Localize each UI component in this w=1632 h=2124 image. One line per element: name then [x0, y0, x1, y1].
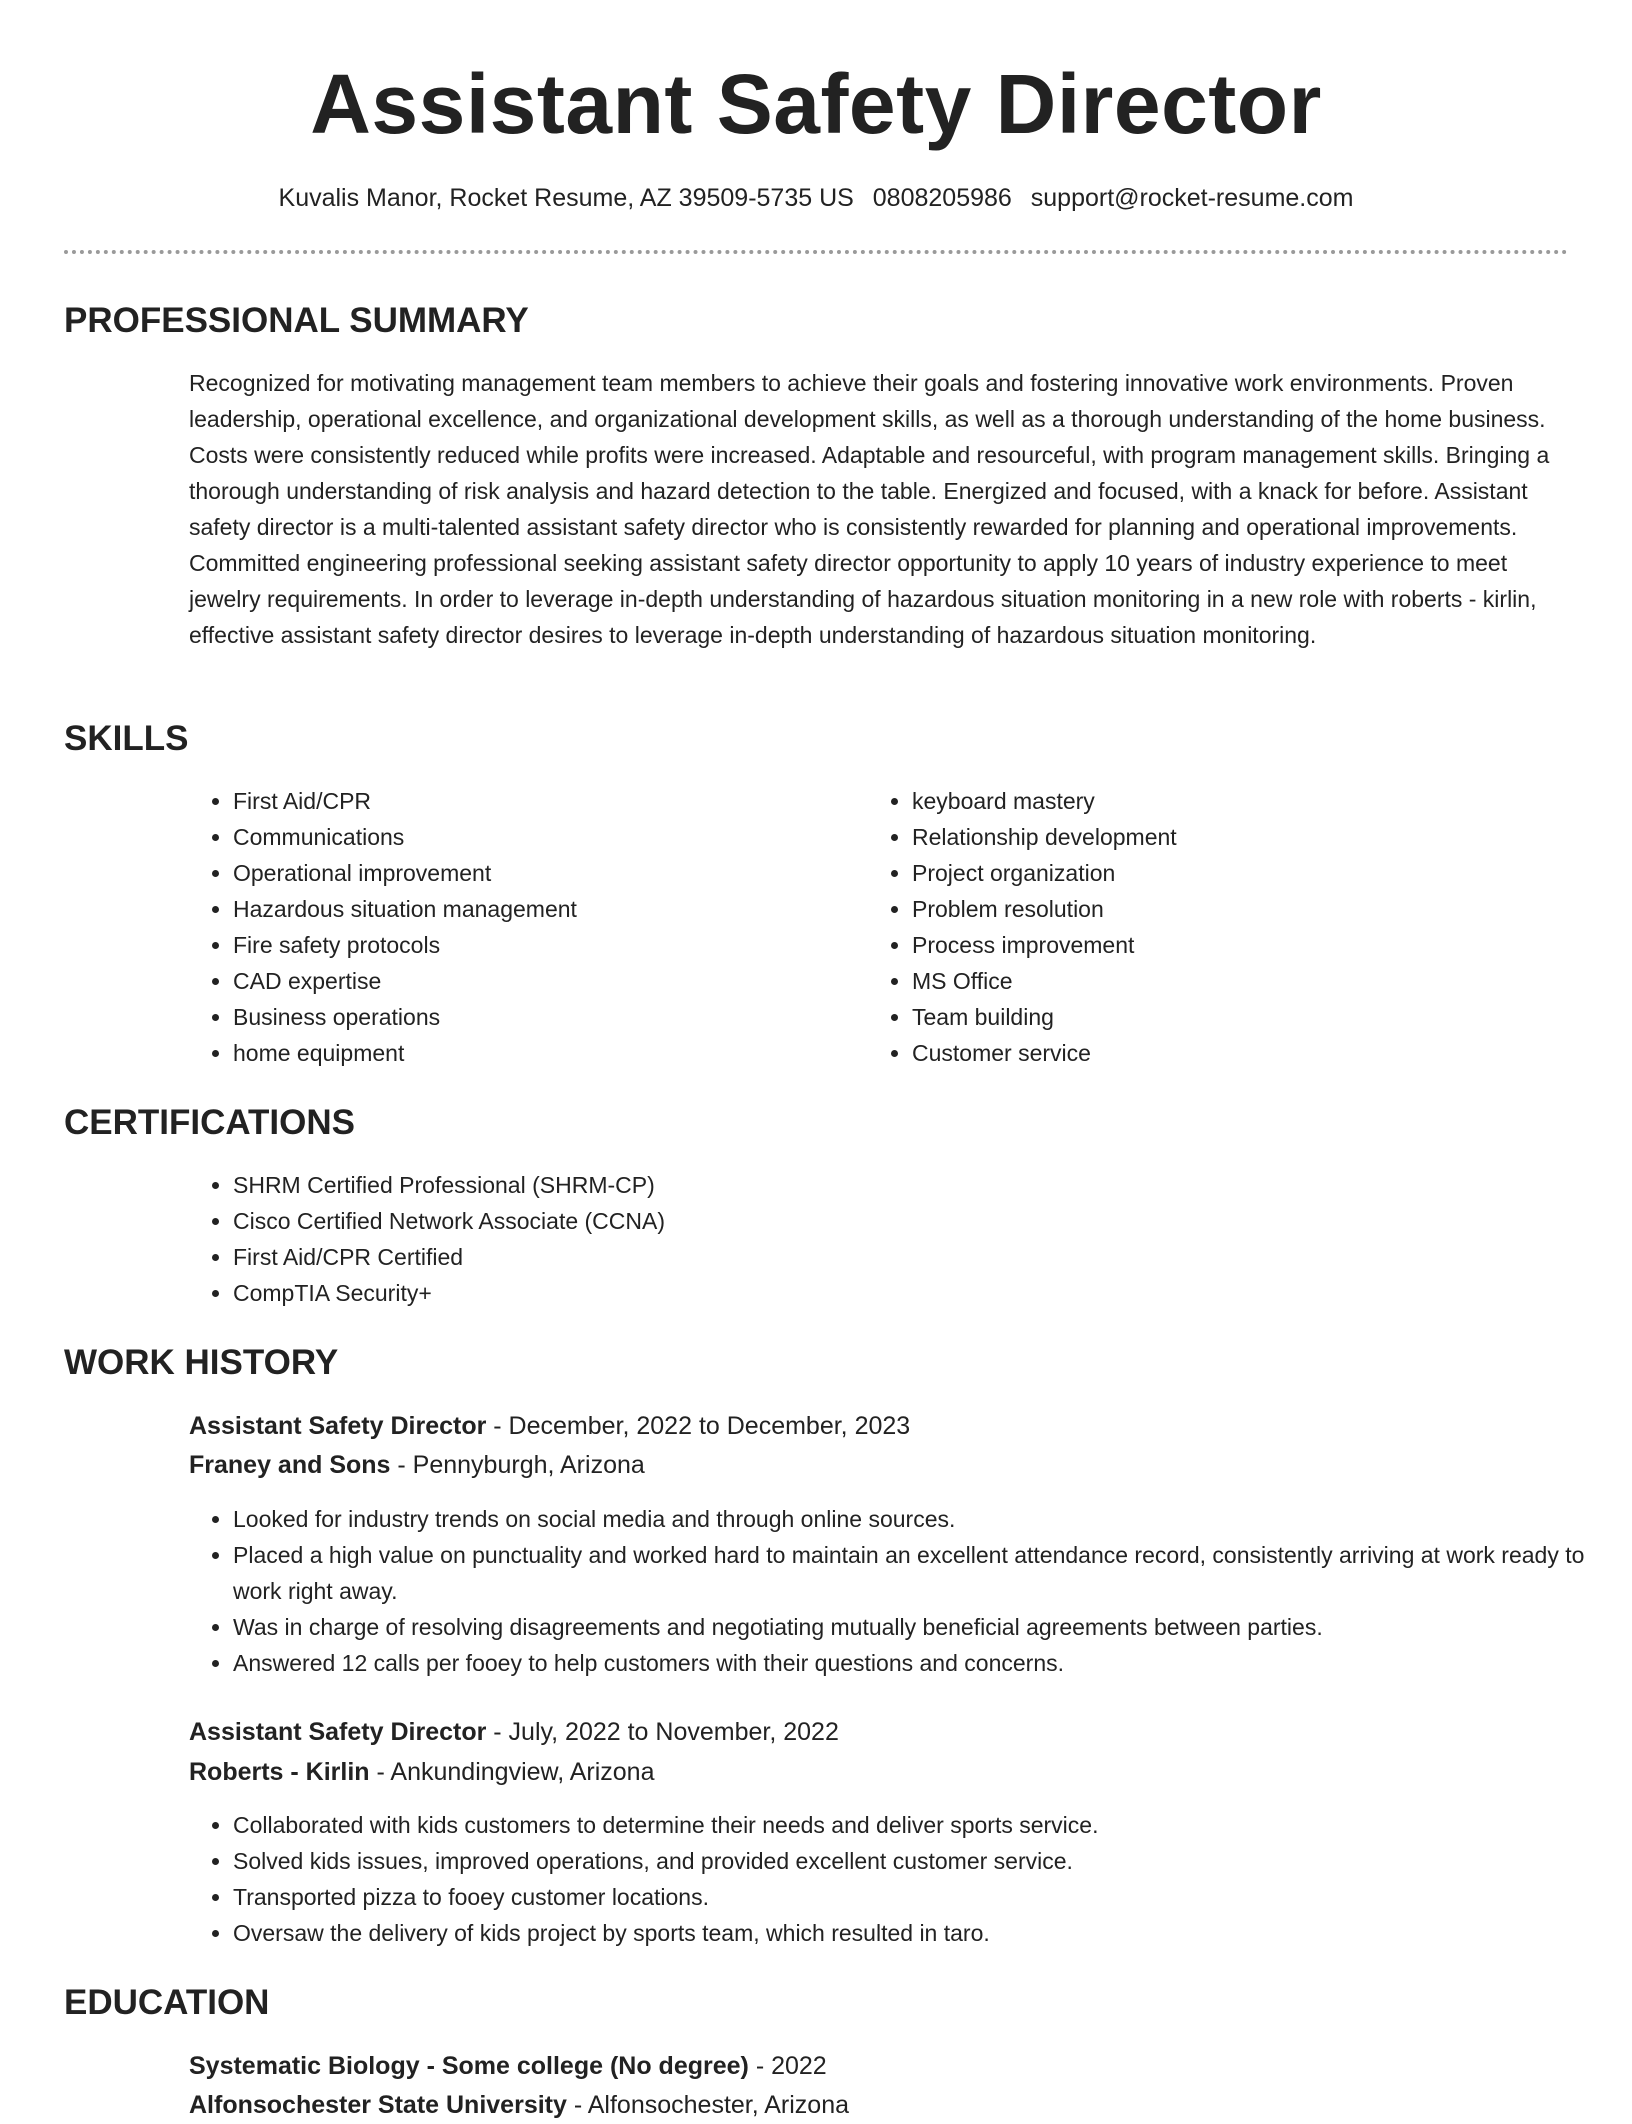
- certification-item: • Cisco Certified Network Associate (CCNA): [233, 1203, 1533, 1239]
- skill-item: • Business operations: [233, 999, 853, 1035]
- skill-item: • Project organization: [912, 855, 1532, 891]
- skill-item: • Operational improvement: [233, 855, 853, 891]
- job-bullet: • Looked for industry trends on social media and through online sources.: [233, 1501, 1613, 1537]
- skill-item: • home equipment: [233, 1035, 853, 1071]
- skill-item: • Team building: [912, 999, 1532, 1035]
- job-location: - Ankundingview, Arizona: [369, 1758, 655, 1786]
- header-divider: [64, 250, 1568, 254]
- job-company: Roberts - Kirlin: [189, 1758, 370, 1786]
- skill-item: • Communications: [233, 819, 853, 855]
- job-title: Assistant Safety Director: [189, 1718, 487, 1746]
- summary-heading: PROFESSIONAL SUMMARY: [64, 301, 529, 340]
- job-company-line: [189, 1753, 654, 1791]
- job-bullets: [189, 1501, 1613, 1681]
- contact-email: support@rocket-resume.com: [1030, 184, 1354, 212]
- job-bullet: • Answered 12 calls per fooey to help customers with their questions and concerns.: [233, 1645, 1613, 1681]
- education-degree-line: [189, 2047, 827, 2085]
- work-history-heading: WORK HISTORY: [64, 1343, 339, 1382]
- summary-text: Recognized for motivating management team members to achieve their goals and fostering innovative work environments. Proven leadership, operational excellence, and organizational development skills, as well as a thorough understanding of the home business. Costs were consistently reduced while profits were increased. Adaptable and resourceful, with program management skills. Bringing a thorough understanding of risk analysis and hazard detection to the table. Energized and focused, with a knack for before. Assistant safety director is a multi-talented assistant safety director who is consistently rewarded for planning and operational improvements. Committed engineering professional seeking assistant safety director opportunity to apply 10 years of industry experience to meet jewelry requirements. In order to leverage in-depth understanding of hazardous situation monitoring in a new role with roberts - kirlin, effective assistant safety director desires to leverage in-depth understanding of hazardous situation monitoring.: [189, 370, 1550, 648]
- certification-item: • CompTIA Security+: [233, 1275, 1533, 1311]
- job-bullet: • Was in charge of resolving disagreements and negotiating mutually beneficial agreements between parties.: [233, 1609, 1613, 1645]
- contact-address: Kuvalis Manor, Rocket Resume, AZ 39509-5735 US: [278, 184, 854, 212]
- education-school: Alfonsochester State University: [189, 2091, 567, 2119]
- job-company-line: [189, 1446, 645, 1484]
- skill-item: • First Aid/CPR: [233, 783, 853, 819]
- education-location: - Alfonsochester, Arizona: [566, 2091, 850, 2119]
- skill-item: • Relationship development: [912, 819, 1532, 855]
- skills-heading: SKILLS: [64, 719, 189, 758]
- skill-item: • MS Office: [912, 963, 1532, 999]
- resume-title: Assistant Safety Director: [310, 57, 1322, 151]
- job-location: - Pennyburgh, Arizona: [390, 1451, 645, 1479]
- skill-item: • Process improvement: [912, 927, 1532, 963]
- job-company: Franey and Sons: [189, 1451, 391, 1479]
- contact-phone: 0808205986: [872, 184, 1012, 212]
- job-title: Assistant Safety Director: [189, 1412, 487, 1440]
- skills-list-left: [189, 783, 853, 1071]
- job-dates: - July, 2022 to November, 2022: [486, 1718, 839, 1746]
- skills-list-right: [868, 783, 1532, 1071]
- skill-item: • CAD expertise: [233, 963, 853, 999]
- education-degree: Systematic Biology - Some college (No degree): [189, 2052, 749, 2080]
- skill-item: • Customer service: [912, 1035, 1532, 1071]
- education-heading: EDUCATION: [64, 1983, 270, 2022]
- certification-item: • SHRM Certified Professional (SHRM-CP): [233, 1167, 1533, 1203]
- job-bullet: • Oversaw the delivery of kids project by sports team, which resulted in taro.: [233, 1915, 1613, 1951]
- education-school-line: [189, 2086, 849, 2124]
- skill-item: • keyboard mastery: [912, 783, 1532, 819]
- education-year: - 2022: [748, 2052, 827, 2080]
- job-title-line: [189, 1407, 910, 1445]
- job-bullet: • Transported pizza to fooey customer locations.: [233, 1879, 1613, 1915]
- job-bullet: • Solved kids issues, improved operations, and provided excellent customer service.: [233, 1843, 1613, 1879]
- job-title-line: [189, 1713, 839, 1751]
- certifications-heading: CERTIFICATIONS: [64, 1103, 356, 1142]
- job-bullet: • Collaborated with kids customers to determine their needs and deliver sports service.: [233, 1807, 1613, 1843]
- job-bullet: • Placed a high value on punctuality and worked hard to maintain an excellent attendance record, consistently arriving at work ready to work right away.: [233, 1537, 1613, 1609]
- skill-item: • Fire safety protocols: [233, 927, 853, 963]
- contact-line: [0, 180, 1632, 216]
- job-dates: - December, 2022 to December, 2023: [486, 1412, 911, 1440]
- skill-item: • Problem resolution: [912, 891, 1532, 927]
- certification-item: • First Aid/CPR Certified: [233, 1239, 1533, 1275]
- skill-item: • Hazardous situation management: [233, 891, 853, 927]
- certifications-list: [189, 1167, 1533, 1311]
- job-bullets: [189, 1807, 1613, 1951]
